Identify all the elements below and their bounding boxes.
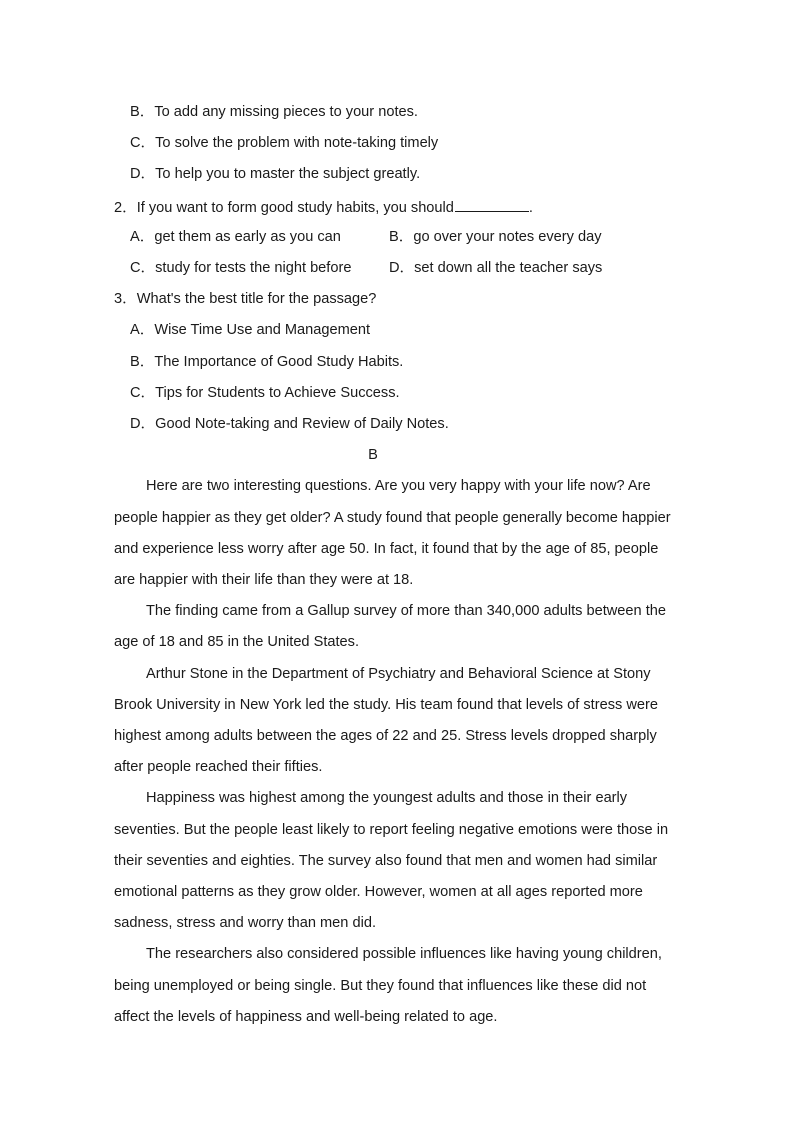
q1-option-b: B．To add any missing pieces to your notes. — [130, 104, 418, 120]
q2-option-c: C．study for tests the night before — [130, 260, 352, 276]
q2-option-a: A．get them as early as you can — [130, 229, 341, 245]
passage-line: highest among adults between the ages of 22 and 25. Stress levels dropped sharply — [114, 728, 657, 744]
q3-option-d: D．Good Note-taking and Review of Daily Notes. — [130, 416, 449, 432]
q1-option-d: D．To help you to master the subject greatly. — [130, 166, 421, 182]
passage-line: The finding came from a Gallup survey of more than 340,000 adults between the — [146, 603, 667, 619]
passage-line: being unemployed or being single. But they found that influences like these did not — [114, 978, 647, 994]
q3-option-a: A．Wise Time Use and Management — [130, 322, 371, 338]
q2-option-b: B．go over your notes every day — [389, 229, 602, 245]
passage-line: Here are two interesting questions. Are you very happy with your life now? Are — [146, 478, 651, 494]
answer-blank — [455, 196, 529, 212]
passage-line: seventies. But the people least likely to report feeling negative emotions were those in — [114, 822, 669, 838]
q2-stem-line — [114, 196, 533, 218]
q3-option-c: C．Tips for Students to Achieve Success. — [130, 385, 400, 401]
passage-line: Arthur Stone in the Department of Psychiatry and Behavioral Science at Stony — [146, 666, 651, 682]
passage-line: and experience less worry after age 50. In fact, it found that by the age of 85, people — [114, 541, 659, 557]
passage-line: affect the levels of happiness and well-being related to age. — [114, 1009, 498, 1025]
passage-line: are happier with their life than they were at 18. — [114, 572, 414, 588]
q2-stem: 2．If you want to form good study habits, you should — [114, 200, 454, 216]
passage-line: sadness, stress and worry than men did. — [114, 915, 377, 931]
passage-line: age of 18 and 85 in the United States. — [114, 634, 360, 650]
section-label: B — [368, 447, 378, 463]
passage-line: after people reached their fifties. — [114, 759, 323, 775]
q2-stem-end: . — [528, 200, 533, 216]
passage-line: emotional patterns as they grow older. However, women at all ages reported more — [114, 884, 643, 900]
q3-option-b: B．The Importance of Good Study Habits. — [130, 354, 404, 370]
q1-option-c: C．To solve the problem with note-taking timely — [130, 135, 439, 151]
passage-line: Brook University in New York led the study. His team found that levels of stress were — [114, 697, 658, 713]
passage-line: people happier as they get older? A study found that people generally become happier — [114, 510, 671, 526]
q2-option-d: D．set down all the teacher says — [389, 260, 603, 276]
passage-line: their seventies and eighties. The survey also found that men and women had similar — [114, 853, 658, 869]
q3-stem: 3．What's the best title for the passage? — [114, 291, 377, 307]
passage-line: Happiness was highest among the youngest adults and those in their early — [146, 790, 628, 806]
passage-line: The researchers also considered possible influences like having young children, — [146, 946, 662, 962]
